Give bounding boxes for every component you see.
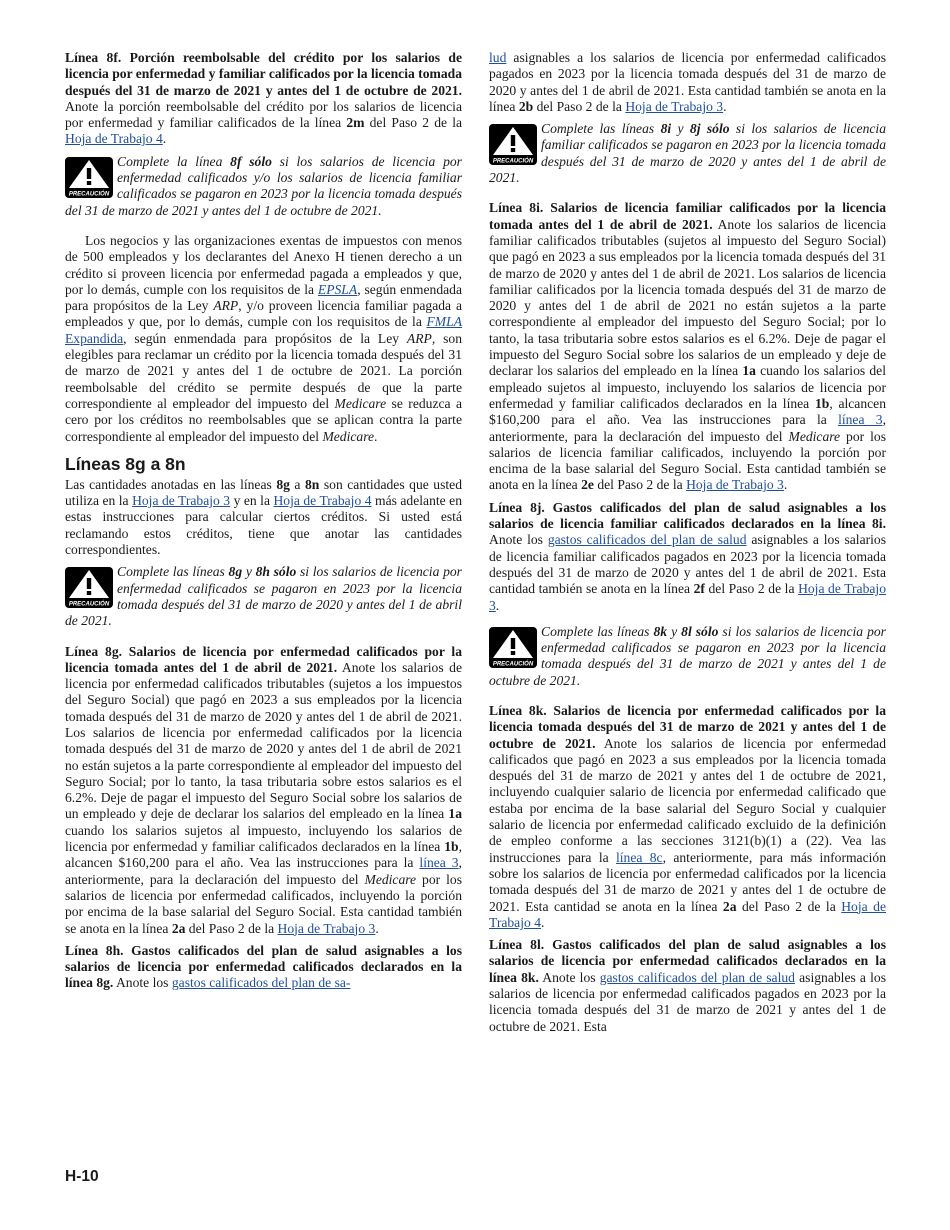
caution-icon: [489, 627, 537, 668]
paragraph-line-8h-continued: lud asignables a los salarios de licencia por enfermedad calificados pagados en 2023 por la licencia tomada después del 31 de marzo de 2020 y antes del 1 de abril de 2021. Esta cantidad también se anota en la línea 2b del Paso 2 de la Hoja de Trabajo 3.: [489, 50, 886, 114]
caution-note-8i-8j: PRECAUCIÓN Complete las líneas 8i y 8j sólo si los salarios de licencia familiar calificados se pagaron en 2023 por la licencia tomada después del 31 de marzo de 2020 y antes del 1 de abril de 2021.: [489, 121, 886, 186]
link-linea-3[interactable]: línea 3: [419, 855, 459, 871]
caution-note-8f: PRECAUCIÓN Complete la línea 8f sólo si los salarios de licencia por enfermedad calificados y/o los salarios de licencia familiar calificados se pagaron en 2023 por la licencia tomada después del 31 de marzo de 2021 y antes del 1 de octubre de 2021.: [65, 153, 462, 218]
link-epsla[interactable]: EPSLA: [317, 281, 358, 297]
link-hoja-de-trabajo-3[interactable]: Hoja de Trabajo 3: [489, 581, 886, 613]
link-hoja-de-trabajo-4[interactable]: Hoja de Trabajo 4: [489, 898, 886, 930]
link-hoja-de-trabajo-4[interactable]: Hoja de Trabajo 4: [273, 493, 372, 509]
svg-text:PRECAUCIÓN: PRECAUCIÓN: [492, 158, 534, 165]
link-gastos-plan-salud[interactable]: gastos calificados del plan de salud: [599, 969, 795, 985]
link-linea-8c[interactable]: línea 8c: [615, 849, 663, 865]
caution-icon: [65, 157, 113, 198]
link-linea-3[interactable]: línea 3: [838, 412, 883, 428]
caution-icon: [65, 567, 113, 608]
paragraph-line-8j: Línea 8j. Gastos calificados del plan de salud asignables a los salarios de licencia familiar calificados declarados en la línea 8i. Anote los gastos calificados del plan de salud asignables a los salarios de licencia familiar calificados pagados en 2023 por la licencia tomada después del 31 de marzo de 2020 y antes del 1 de abril de 2021. Esta cantidad también se anota en la línea 2f del Paso 2 de la Hoja de Trabajo 3.: [489, 499, 886, 613]
paragraph-lines-8g-8n: Las cantidades anotadas en las líneas 8g a 8n son cantidades que usted utiliza en la Hoja de Trabajo 3 y en la Hoja de Trabajo 4 más adelante en estas instrucciones para calcular ciertos créditos. Si usted está reclamando estos créditos, tiene que anotar las cantidades correspondientes.: [65, 476, 462, 558]
paragraph-line-8g: Línea 8g. Salarios de licencia por enfermedad calificados por la licencia tomada antes del 1 de abril de 2021. Anote los salarios de licencia por enfermedad calificados tributables (sujetos a los impuestos del Seguro Social) que pagó en 2023 a sus empleados por la licencia tomada después del 31 de marzo de 2020 y antes del 1 de abril de 2021. Los salarios de licencia por enfermedad calificados por la licencia tomada después del 31 de marzo de 2020 y antes del 1 de abril de 2021 no están sujetos a la parte correspondiente al empleador del impuesto del Seguro Social; por lo tanto, la tasa tributaria sobre estos salarios es el 6.2%. Deje de pagar el impuesto del Seguro Social sobre los salarios de un empleado y deje de declarar los salarios del empleado en la línea 1a cuando los salarios sujetos al impuesto, incluyendo los salarios de licencia por enfermedad y familiar calificados declarados en la línea 1b, alcancen $160,200 para el año. Vea las instrucciones para la línea 3, anteriormente, para la declaración del impuesto del Medicare por los salarios de licencia por enfermedad calificados, incluyendo la porción por encima de la base salarial del Seguro Social. Esta cantidad también se anota en la línea 2a del Paso 2 de la Hoja de Trabajo 3.: [65, 643, 462, 936]
paragraph-business-credit: Los negocios y las organizaciones exentas de impuestos con menos de 500 empleados y los declarantes del Anexo H tienen derecho a un crédito si proveen licencia por enfermedad pagada a empleados y que, por lo demás, cumple con los requisitos de la EPSLA, según enmendada para propósitos de la Ley ARP, y/o proveen licencia familiar pagada a empleados y que, por lo demás, cumple con los requisitos de la FMLA Expandida, según enmendada para propósitos de la Ley ARP, son elegibles para reclamar un crédito por la licencia tomada después del 31 de marzo de 2021 y antes del 1 de octubre de 2021. La porción reembolsable del crédito se permite después de que la parte correspondiente al empleador del impuesto del Medicare se reduzca a cero por los créditos no reembolsables que se aplican contra la parte correspondiente al empleador del impuesto del Medicare.: [65, 232, 462, 444]
link-hoja-de-trabajo-4[interactable]: Hoja de Trabajo 4: [65, 131, 163, 147]
link-hoja-de-trabajo-3[interactable]: Hoja de Trabajo 3: [686, 477, 784, 493]
paragraph-line-8k: Línea 8k. Salarios de licencia por enfermedad calificados por la licencia tomada después del 31 de marzo de 2021 y antes del 1 de octubre de 2021. Anote los salarios de licencia por enfermedad calificados que pagó en 2023 a sus empleados por la licencia tomada después del 31 de marzo de 2021 y antes del 1 de octubre de 2021, incluyendo cualquier salario de licencia por enfermedad calificado que estaba por encima de la base salarial del Seguro Social y cualquier salario de licencia por enfermedad calificado excluido de la definición de empleo conforme a las secciones 3121(b)(1) a (22). Vea las instrucciones para la línea 8c, anteriormente, para más información sobre los salarios de licencia por enfermedad calificados por la licencia tomada después del 31 de marzo de 2021 y antes del 1 de octubre de 2021. Esta cantidad se anota en la línea 2a del Paso 2 de la Hoja de Trabajo 4.: [489, 702, 886, 930]
link-gastos-plan-salud[interactable]: gastos calificados del plan de sa-: [171, 975, 351, 991]
svg-text:PRECAUCIÓN: PRECAUCIÓN: [492, 661, 534, 668]
svg-text:PRECAUCIÓN: PRECAUCIÓN: [68, 601, 110, 608]
page-number: H-10: [65, 1168, 99, 1185]
paragraph-line-8i: Línea 8i. Salarios de licencia familiar calificados por la licencia tomada antes del 1 de abril de 2021. Anote los salarios de licencia familiar calificados tributables (sujetos al impuesto del Seguro Social) que pagó en 2023 a sus empleados por la licencia tomada después del 31 de marzo de 2020 y antes del 1 de abril de 2021. Los salarios de licencia familiar calificados por la licencia tomada después del 31 de marzo de 2020 y antes del 1 de abril de 2021 no están sujetos a la parte correspondiente al empleador del impuesto del Seguro Social; por lo tanto, la tasa tributaria sobre estos salarios es el 6.2%. Deje de pagar el impuesto del Seguro Social sobre los salarios de un empleado y deje de declarar los salarios del empleado en la línea 1a cuando los salarios del empleado sujetos al impuesto, incluyendo los salarios de licencia por enfermedad y familiar calificados declarados en la línea 1b, alcancen $160,200 para el año. Vea las instrucciones para la línea 3, anteriormente, para la declaración del impuesto del Medicare por los salarios de licencia familiar calificados, incluyendo la porción por encima de la base salarial del Seguro Social. Esta cantidad también se anota en la línea 2e del Paso 2 de la Hoja de Trabajo 3.: [489, 200, 886, 493]
paragraph-line-8f: Línea 8f. Porción reembolsable del crédito por los salarios de licencia por enfermedad y familiar calificados por la licencia tomada después del 31 de marzo de 2021 y antes del 1 de octubre de 2021. Anote la porción reembolsable del crédito por los salarios de licencia por enfermedad y familiar calificados de la línea 2m del Paso 2 de la Hoja de Trabajo 4.: [65, 50, 463, 147]
svg-text:PRECAUCIÓN: PRECAUCIÓN: [68, 191, 110, 198]
left-column: [65, 50, 462, 998]
paragraph-line-8l: Línea 8l. Gastos calificados del plan de salud asignables a los salarios de licencia por enfermedad calificados declarados en la línea 8k. Anote los gastos calificados del plan de salud asignables a los salarios de licencia por enfermedad calificados pagados en 2023 por la licencia tomada después del 31 de marzo de 2021 y antes del 1 de octubre de 2021. Esta: [489, 937, 886, 1034]
link-hoja-de-trabajo-3[interactable]: Hoja de Trabajo 3: [132, 493, 231, 509]
link-hoja-de-trabajo-3[interactable]: Hoja de Trabajo 3: [277, 920, 376, 936]
caution-note-8g-8h: PRECAUCIÓN Complete las líneas 8g y 8h sólo si los salarios de licencia por enfermedad calificados se pagaron en 2023 por la licencia tomada después del 31 de marzo de 2020 y antes del 1 de abril de 2021.: [65, 564, 462, 629]
link-gastos-plan-salud[interactable]: lud: [489, 50, 507, 65]
caution-note-8k-8l: PRECAUCIÓN Complete las líneas 8k y 8l sólo si los salarios de licencia por enfermedad calificados se pagaron en 2023 por la licencia tomada después del 31 de marzo de 2021 y antes del 1 de octubre de 2021.: [489, 623, 886, 688]
section-heading-8g-8n: Líneas 8g a 8n: [65, 453, 186, 474]
link-gastos-plan-salud[interactable]: gastos calificados del plan de salud: [547, 532, 747, 548]
paragraph-line-8h: Línea 8h. Gastos calificados del plan de salud asignables a los salarios de licencia por enfermedad calificados declarados en la línea 8g. Anote los gastos calificados del plan de sa-: [65, 942, 462, 991]
caution-icon: [489, 124, 537, 165]
link-hoja-de-trabajo-3[interactable]: Hoja de Trabajo 3: [625, 98, 724, 114]
right-column: [489, 50, 886, 1041]
link-fmla-expandida[interactable]: FMLA Expandida: [65, 314, 462, 346]
